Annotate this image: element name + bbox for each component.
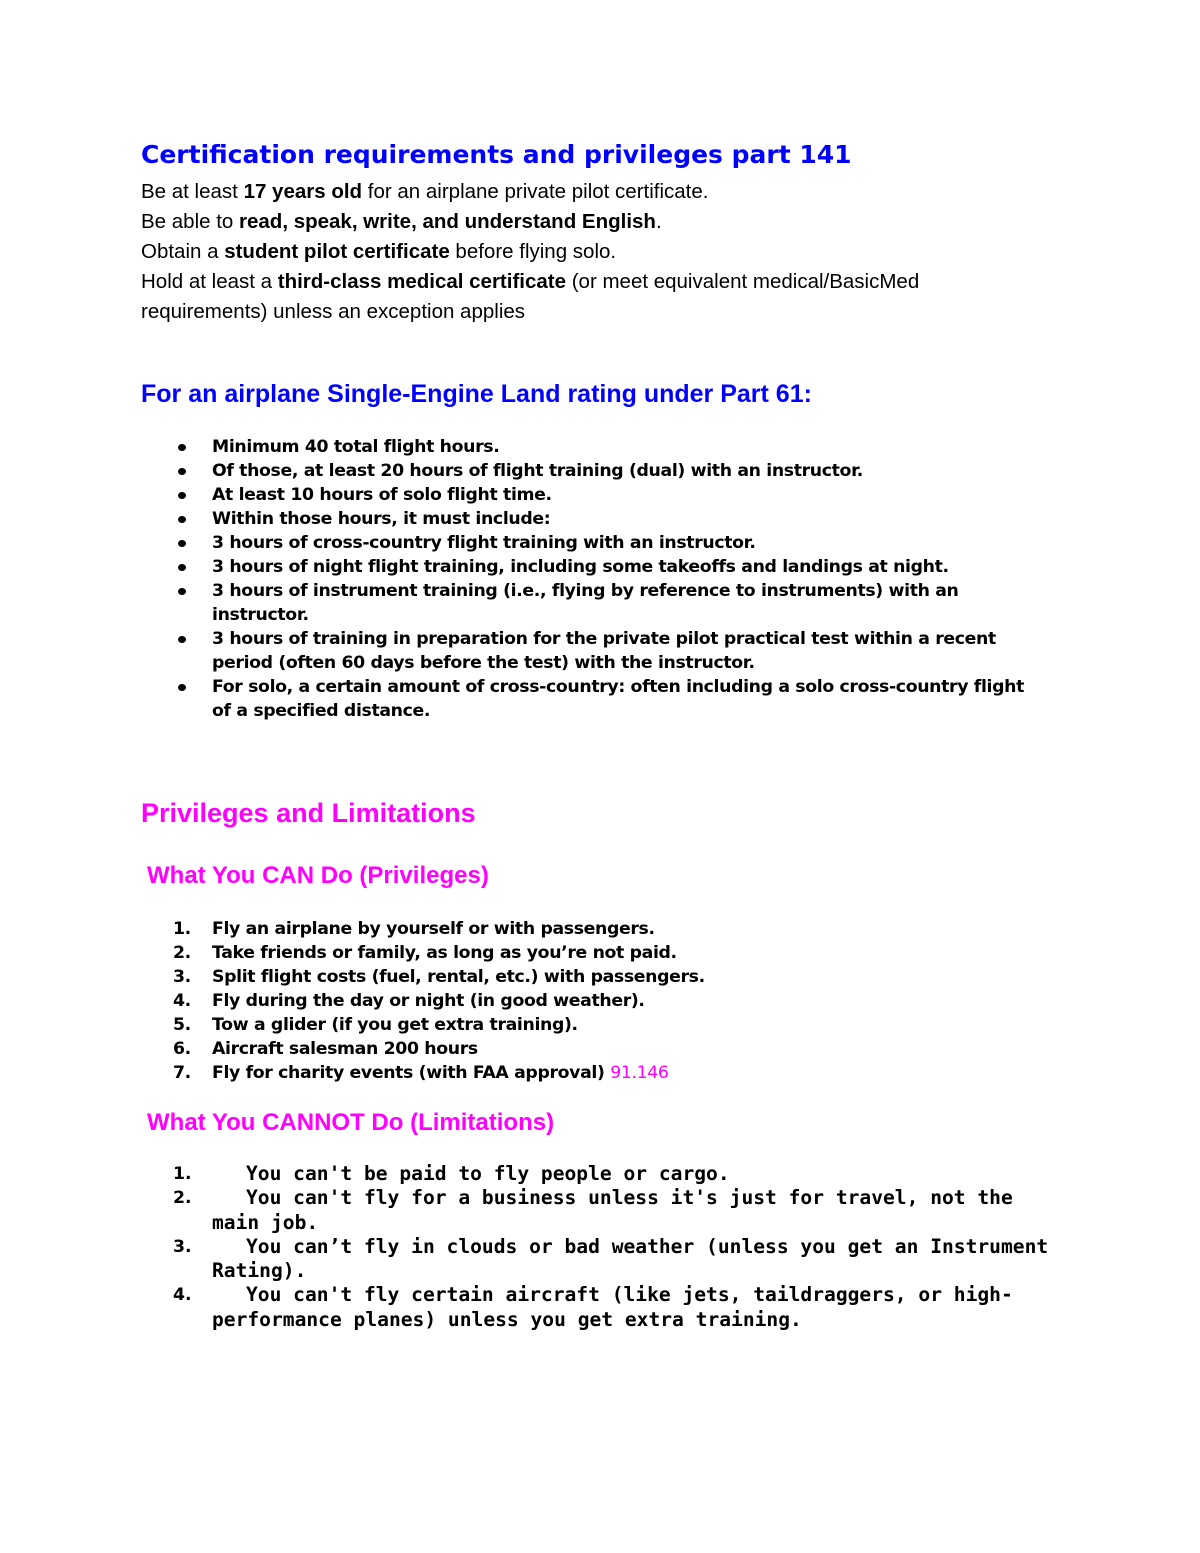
list-item: Of those, at least 20 hours of flight training (dual) with an instructor.: [175, 459, 1035, 483]
list-item: 2. You can't fly for a business unless it's just for travel, not the main job.: [173, 1186, 1013, 1234]
requirement-age: Be at least 17 years old for an airplane private pilot certificate.: [141, 180, 709, 203]
requirement-english: Be able to read, speak, write, and understand English.: [141, 210, 662, 233]
list-item: 3 hours of training in preparation for the private pilot practical test within a recent period (often 60 days before the test) with the instructor.: [175, 627, 1035, 675]
list-item: 6. Aircraft salesman 200 hours: [173, 1039, 478, 1059]
list-item: For solo, a certain amount of cross-country: often including a solo cross-country flight of a specified distance.: [175, 675, 1035, 723]
bullet-icon: [178, 492, 186, 499]
requirement-student-certificate: Obtain a student pilot certificate before flying solo.: [141, 240, 617, 263]
regulation-reference: 91.146: [610, 1063, 669, 1083]
list-item: 4. Fly during the day or night (in good weather).: [173, 991, 645, 1011]
list-item: 3 hours of instrument training (i.e., flying by reference to instruments) with an instructor.: [175, 579, 1035, 627]
page-title: Certification requirements and privileges part 141: [141, 140, 852, 169]
list-item: 7. Fly for charity events (with FAA approval) 91.146: [173, 1063, 669, 1083]
bullet-icon: [178, 540, 186, 547]
list-item: 3. Split flight costs (fuel, rental, etc.) with passengers.: [173, 967, 705, 987]
cannot-do-heading: What You CANNOT Do (Limitations): [147, 1109, 555, 1136]
list-item: 3. You can’t fly in clouds or bad weather (unless you get an Instrument Rating).: [173, 1234, 1049, 1283]
list-item: 1. You can't be paid to fly people or cargo.: [173, 1162, 730, 1185]
sel-requirements-list: [175, 435, 1035, 723]
list-item: 4. You can't fly certain aircraft (like jets, taildraggers, or high-performance planes) unless you get extra training.: [173, 1283, 1013, 1331]
bullet-icon: [178, 516, 186, 523]
bullet-icon: [178, 588, 186, 595]
list-item: 3 hours of cross-country flight training with an instructor.: [175, 531, 1035, 555]
bullet-icon: [178, 444, 186, 451]
bullet-icon: [178, 636, 186, 643]
list-item: 2. Take friends or family, as long as you’re not paid.: [173, 943, 677, 963]
list-item: 5. Tow a glider (if you get extra training).: [173, 1015, 578, 1035]
sel-rating-heading: For an airplane Single-Engine Land rating under Part 61:: [141, 380, 812, 408]
requirement-medical: Hold at least a third-class medical certificate (or meet equivalent medical/BasicMed requirements) unless an exception applies: [141, 270, 920, 323]
bullet-icon: [178, 468, 186, 475]
bullet-icon: [178, 564, 186, 571]
bullet-icon: [178, 684, 186, 691]
list-item: 1. Fly an airplane by yourself or with passengers.: [173, 919, 655, 939]
can-do-heading: What You CAN Do (Privileges): [147, 862, 489, 889]
intro-requirements: [141, 177, 1041, 327]
list-item: Minimum 40 total flight hours.: [175, 435, 1035, 459]
list-item: At least 10 hours of solo flight time.: [175, 483, 1035, 507]
privileges-list: [173, 917, 1033, 1085]
list-item: 3 hours of night flight training, including some takeoffs and landings at night.: [175, 555, 1035, 579]
list-item: Within those hours, it must include:: [175, 507, 1035, 531]
limitations-list: [173, 1162, 1063, 1332]
privileges-heading: Privileges and Limitations: [141, 798, 476, 828]
